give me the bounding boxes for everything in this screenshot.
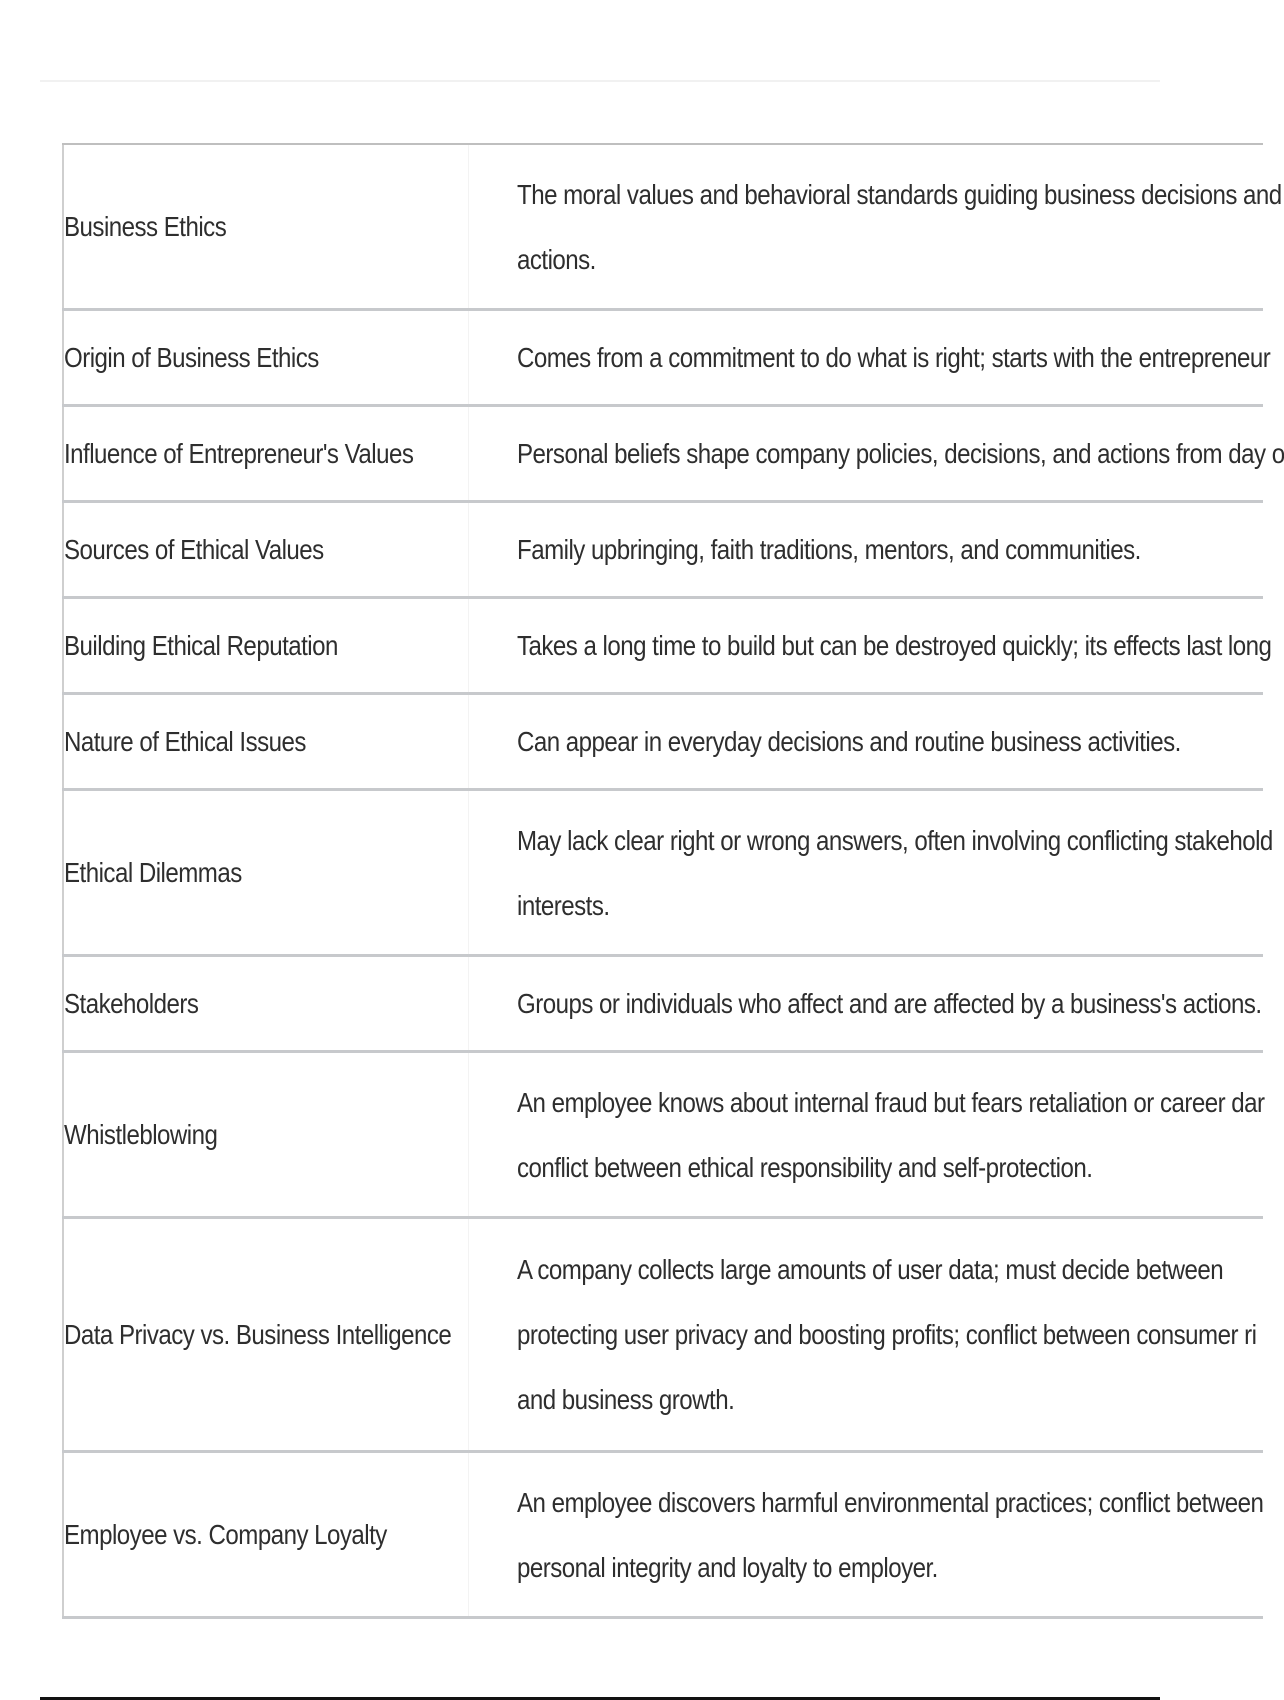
ethics-table-container xyxy=(62,143,1284,1618)
definition-cell: An employee knows about internal fraud but fears retaliation or career dar conflict between ethical responsibility and self-protection. xyxy=(516,1086,1265,1183)
term-cell: Origin of Business Ethics xyxy=(63,310,468,406)
definition-cell: Takes a long time to build but can be destroyed quickly; its effects last long xyxy=(516,630,1271,661)
definition-cell: Family upbringing, faith traditions, mentors, and communities. xyxy=(516,534,1141,565)
table-row xyxy=(63,956,1263,1052)
term-cell: Data Privacy vs. Business Intelligence xyxy=(63,1218,468,1452)
term-cell: Employee vs. Company Loyalty xyxy=(63,1452,468,1618)
definition-cell: A company collects large amounts of user data; must decide between protecting user privacy and boosting profits; conflict between consumer ri and business growth. xyxy=(516,1254,1256,1415)
top-divider xyxy=(40,80,1160,82)
term-cell: Business Ethics xyxy=(63,144,468,310)
table-row xyxy=(63,1218,1263,1452)
definition-cell: Can appear in everyday decisions and routine business activities. xyxy=(516,726,1181,757)
table-row xyxy=(63,406,1263,502)
term-cell: Building Ethical Reputation xyxy=(63,598,468,694)
table-row xyxy=(63,598,1263,694)
table-row xyxy=(63,1452,1263,1618)
table-row xyxy=(63,502,1263,598)
term-cell: Whistleblowing xyxy=(63,1052,468,1218)
term-cell: Influence of Entrepreneur's Values xyxy=(63,406,468,502)
definition-cell: Comes from a commitment to do what is right; starts with the entrepreneur xyxy=(516,342,1270,373)
term-cell: Ethical Dilemmas xyxy=(63,790,468,956)
table-row xyxy=(63,694,1263,790)
ethics-terms-table xyxy=(62,143,1284,1619)
table-row xyxy=(63,144,1263,310)
definition-cell: May lack clear right or wrong answers, often involving conflicting stakehold interests. xyxy=(516,824,1273,921)
term-cell: Sources of Ethical Values xyxy=(63,502,468,598)
definition-cell: Groups or individuals who affect and are affected by a business's actions. xyxy=(516,988,1262,1019)
definition-cell: The moral values and behavioral standards guiding business decisions and actions. xyxy=(516,178,1282,275)
term-cell: Stakeholders xyxy=(63,956,468,1052)
table-row xyxy=(63,790,1263,956)
definition-cell: Personal beliefs shape company policies, decisions, and actions from day o xyxy=(516,438,1284,469)
term-cell: Nature of Ethical Issues xyxy=(63,694,468,790)
table-row xyxy=(63,1052,1263,1218)
table-row xyxy=(63,310,1263,406)
definition-cell: An employee discovers harmful environmental practices; conflict between personal integrity and loyalty to employer. xyxy=(516,1486,1263,1583)
